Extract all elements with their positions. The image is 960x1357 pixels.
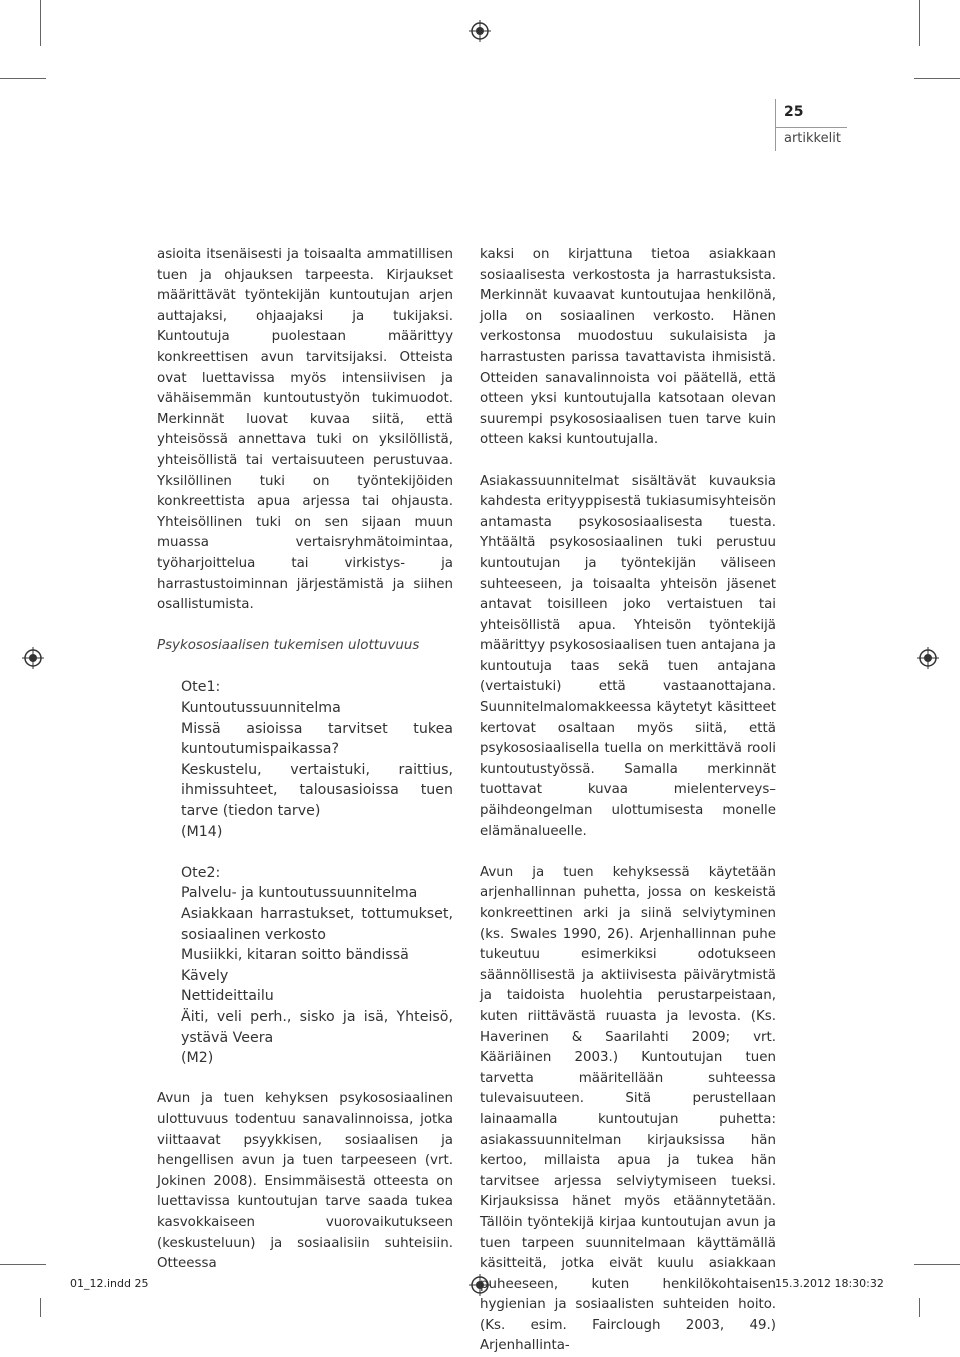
crop-mark (0, 78, 46, 79)
excerpt-2 (181, 863, 453, 1069)
footer-timestamp: 15.3.2012 18:30:32 (775, 1277, 884, 1290)
right-column (480, 245, 776, 1357)
registration-mark-icon (22, 647, 44, 669)
header-divider (775, 99, 776, 151)
excerpt-label: Ote2: (181, 864, 221, 881)
excerpt-question: Missä asioissa tarvitset tukea kuntoutumispaikassa? (181, 720, 453, 758)
paragraph: asioita itsenäisesti ja toisaalta ammatillisen tuen ja ohjauksen tarpeesta. Kirjaukset määrittävät työntekijän kuntoutujan arjen auttajaksi, ohjaajaksi ja tukijaksi. Kuntoutuja puolestaan määrittyy konkreettisen avun tarvitsijaksi. Otteista ovat luettavissa myös intensiivisen ja vähäisemmän kuntoutustyön tukimuodot. Merkinnät luovat kuvaa siitä, että yhteisössä annettava tuki on yksilöllistä, yhteisöllistä tai vertaisuuteen perustuvaa. Yksilöllinen tuki on työntekijöiden konkreettista apua arjessa tai ohjausta. Yhteisöllinen tuki on sen sijaan muun muassa vertaisryhmätoimintaa, työharjoittelua tai virkistys- ja harrastustoiminnan järjestämistä ja siihen osallistumista. (157, 247, 453, 613)
crop-mark (919, 1298, 920, 1317)
excerpt-answer: Keskustelu, vertaistuki, raittius, ihmissuhteet, talousasioissa tuen tarve (tiedon tarve) (181, 761, 453, 820)
crop-mark (914, 78, 960, 79)
registration-mark-icon (469, 20, 491, 42)
excerpt-title: Kuntoutussuunnitelma (181, 700, 341, 717)
subheading: Psykososiaalisen tukemisen ulottuvuus (157, 638, 420, 654)
paragraph: kaksi on kirjattuna tietoa asiakkaan sosiaalisesta verkostosta ja harrastuksista. Merkinnät kuvaavat kuntoutujaa henkilönä, jolla on sosiaalinen verkosto. Hänen verkostonsa muodostuu sukulaisista ja harrastusten parissa tavattavista ihmisistä. Otteiden sanavalinnoista voi päätellä, että otteen yksi kuntoutujalla katsotaan olevan suurempi psykososiaalisen tuen tarve kuin otteen kaksi kuntoutujalla. (480, 247, 776, 448)
crop-mark (919, 0, 920, 46)
section-title: artikkelit (784, 131, 841, 146)
excerpt-code: (M14) (181, 823, 223, 840)
excerpt-line: Nettideittailu (181, 988, 274, 1005)
excerpt-code: (M2) (181, 1050, 214, 1067)
paragraph: Asiakassuunnitelmat sisältävät kuvauksia kahdesta erityyppisestä tukiasumisyhteisön antamasta psykososiaalisesta tuesta. Yhtäältä psykososiaalinen tuki perustuu kuntoutujan ja työntekijän väliseen suhteeseen, ja toisaalta yhteisön jäsenet antavat toisilleen joko vertaistuen tai yhteisöllistä apua. Yhteisön työntekijä määrittyy psykososiaalisen tuen antajana ja kuntoutuja taas sekä tuen antajana (vertaistuki) että vastaanottajana. Suunnitelmalomakkeessa käytetyt käsitteet kertovat osaltaan myös siitä, että psykososiaalisella tuella on merkittävä rooli kuntoutustyössä. Samalla merkinnät tuottavat kuvaa mielenterveys–päihdeongelman ulottumisesta monelle elämänalueelle. (480, 473, 776, 839)
excerpt-title: Palvelu- ja kuntoutussuunnitelma (181, 885, 418, 902)
paragraph: Avun ja tuen kehyksessä käytetään arjenhallinnan puhetta, jossa on keskeistä konkreettinen arki ja siinä selviytyminen (ks. Swales 1990, 26). Arjenhallinnan puhe tukeutuu esimerkiksi odotukseen säännöllisestä ja aktiivisesta päivärytmistä ja taidoista huolehtia perustarpeistaan, kuten riittävästä ruuasta ja levosta. (Ks. Haverinen & Saarilahti 2009; vrt. Kääriäinen 2003.) Kuntoutujan tuen tarvetta määritellään suhteessa tulevaisuuteen. Sitä perustellaan lainaamalla kuntoutujan puhetta: asiakassuunnitelman kirjauksissa hän kertoo, millaista apua ja tukea hän tarvitsee arjessa selviytymiseen tueksi. Kirjauksissa hänet myös etäännytetään. Tällöin työntekijä kirjaa kuntoutujan avun ja tuen tarpeen suunnitelmaan käyttämällä käsitteitä, jotka eivät kuulu asiakkaan puheeseen, kuten henkilökohtaisen hygienian ja sosiaalisten suhteiden hoito. (Ks. esim. Fairclough 2003, 49.) Arjenhallinta- (480, 864, 776, 1354)
crop-mark (914, 1264, 960, 1265)
excerpt-1 (181, 677, 453, 842)
crop-mark (40, 1298, 41, 1317)
left-column (157, 245, 453, 1275)
paragraph: Avun ja tuen kehyksen psykososiaalinen ulottuvuus todentuu sanavalinnoissa, jotka viittaavat psyykkisen, sosiaalisen ja hengellisen avun ja tuen tarpeeseen (vrt. Jokinen 2008). Ensimmäisestä otteesta on luettavissa kuntoutujan tarve saada tukea kasvokkaiseen vuorovaikutukseen (keskusteluun) ja sosiaalisiin suhteisiin. Otteessa (157, 1091, 453, 1272)
registration-mark-icon (917, 647, 939, 669)
footer-file-info: 01_12.indd 25 (70, 1277, 149, 1290)
excerpt-line: Musiikki, kitaran soitto bändissä (181, 947, 409, 964)
excerpt-line: Äiti, veli perh., sisko ja isä, Yhteisö, ystävä Veera (181, 1008, 453, 1046)
crop-mark (40, 0, 41, 46)
excerpt-label: Ote1: (181, 679, 221, 696)
excerpt-line: Asiakkaan harrastukset, tottumukset, sosiaalinen verkosto (181, 906, 453, 943)
crop-mark (0, 1264, 46, 1265)
page-number: 25 (784, 104, 804, 120)
header-rule (775, 127, 847, 128)
excerpt-line: Kävely (181, 967, 229, 984)
